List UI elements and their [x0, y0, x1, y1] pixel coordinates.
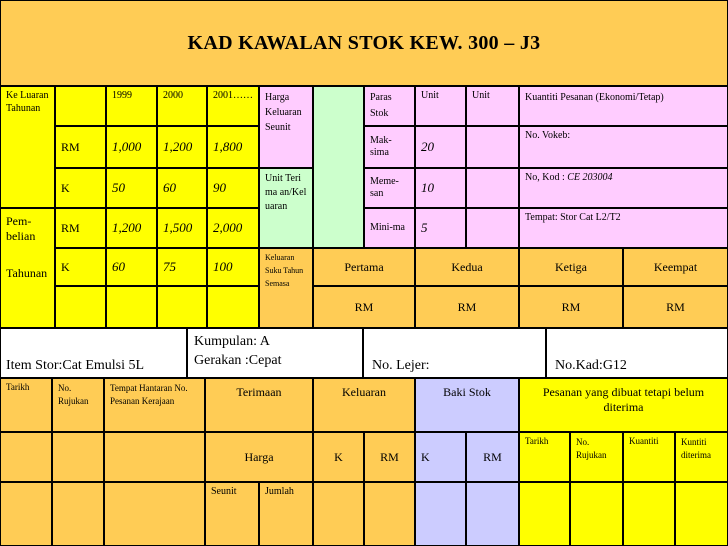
blank-cell — [466, 126, 519, 168]
page-title — [0, 0, 728, 86]
keluar-k-2000: 60 — [157, 168, 207, 208]
beli-k-label: K — [55, 248, 106, 286]
keluar-k-label: K — [55, 168, 106, 208]
blank-cell — [415, 482, 466, 546]
beli-rm-2001: 2,000 — [207, 208, 259, 248]
paras-maksima-value: 20 — [415, 126, 466, 168]
quarter-pertama: Pertama — [313, 248, 415, 286]
ke-luar-label: Ke Luaran Tahunan — [0, 86, 55, 208]
keluar-k-1999: 50 — [106, 168, 157, 208]
no-kad: No.Kad:G12 — [555, 357, 627, 373]
blank-cell — [207, 286, 259, 328]
blank-cell — [104, 482, 205, 546]
blank-cell — [570, 482, 623, 546]
blank-cell — [0, 432, 52, 482]
keluaran-suku-label: Keluaran Suku Tahun Semasa — [259, 248, 313, 328]
ledger-harga: Harga — [205, 432, 313, 482]
quarter-ketiga: Ketiga — [519, 248, 623, 286]
tempat: Tempat: Stor Cat L2/T2 — [519, 208, 728, 248]
ledger-p-kuntiti-diterima: Kuntiti diterima — [675, 432, 728, 482]
paras-blank — [313, 86, 364, 248]
beli-k-2001: 100 — [207, 248, 259, 286]
blank-cell — [466, 482, 519, 546]
ledger-p-kuantiti: Kuantiti — [623, 432, 675, 482]
no-lejer: No. Lejer: — [372, 357, 430, 373]
kuantiti-pesanan: Kuantiti Pesanan (Ekonomi/Tetap) — [519, 86, 728, 126]
ledger-tempat-hantaran: Tempat Hantaran No. Pesanan Kerajaan — [104, 378, 205, 432]
ledger-jumlah: Jumlah — [259, 482, 313, 546]
quarter-rm-4: RM — [623, 286, 728, 328]
blank-cell — [675, 482, 728, 546]
item-stor-cell — [0, 328, 187, 378]
blank-cell — [519, 482, 570, 546]
no-lejer-cell — [363, 328, 546, 378]
keluar-k-2001: 90 — [207, 168, 259, 208]
no-kod: No, Kod : CE 203004 — [519, 168, 728, 208]
no-kad-cell — [546, 328, 728, 378]
ledger-baki-rm: RM — [466, 432, 519, 482]
blank-cell — [466, 168, 519, 208]
ledger-seunit: Seunit — [205, 482, 259, 546]
kumpulan-gerakan-cell — [187, 328, 363, 378]
unit-terima-label: Unit Terima an/Keluaran — [259, 168, 313, 248]
ledger-p-tarikh: Tarikh — [519, 432, 570, 482]
year-2000: 2000 — [157, 86, 207, 126]
blank-cell — [466, 208, 519, 248]
blank-cell — [55, 286, 106, 328]
keluar-rm-2000: 1,200 — [157, 126, 207, 168]
ledger-pesanan: Pesanan yang dibuat tetapi belum diterima — [519, 378, 728, 432]
ledger-no-rujukan: No. Rujukan — [52, 378, 104, 432]
no-kod-value: CE 203004 — [567, 172, 613, 183]
keluar-rm-label: RM — [55, 126, 106, 168]
quarter-rm-1: RM — [313, 286, 415, 328]
ledger-keluaran-rm: RM — [364, 432, 415, 482]
blank-cell — [106, 286, 157, 328]
beli-k-2000: 75 — [157, 248, 207, 286]
title-text: KAD KAWALAN STOK KEW. 300 – J3 — [187, 31, 541, 54]
blank-cell — [104, 432, 205, 482]
quarter-keempat: Keempat — [623, 248, 728, 286]
beli-rm-2000: 1,500 — [157, 208, 207, 248]
blank-cell — [0, 482, 52, 546]
pembelian-label: Pem-belian Tahunan — [0, 208, 55, 328]
blank-cell — [313, 482, 364, 546]
paras-memesan-label: Meme-san — [364, 168, 415, 208]
item-stor: Item Stor:Cat Emulsi 5L — [6, 357, 145, 373]
kumpulan: Kumpulan: A — [194, 334, 270, 349]
no-vokeb: No. Vokeb: — [519, 126, 728, 168]
ledger-baki-stok: Baki Stok — [415, 378, 519, 432]
ledger-baki-k: K — [415, 432, 466, 482]
paras-stok-header: Paras Stok — [364, 86, 415, 126]
ledger-terimaan: Terimaan — [205, 378, 313, 432]
blank-cell — [52, 432, 104, 482]
year-1999: 1999 — [106, 86, 157, 126]
paras-minima-value: 5 — [415, 208, 466, 248]
ledger-keluaran: Keluaran — [313, 378, 415, 432]
ledger-tarikh: Tarikh — [0, 378, 52, 432]
ledger-keluaran-k: K — [313, 432, 364, 482]
blank-cell — [623, 482, 675, 546]
beli-rm-1999: 1,200 — [106, 208, 157, 248]
year-2001: 2001…… — [207, 86, 259, 126]
quarter-rm-3: RM — [519, 286, 623, 328]
quarter-kedua: Kedua — [415, 248, 519, 286]
unit-header-2: Unit — [466, 86, 519, 126]
blank-cell — [157, 286, 207, 328]
paras-minima-label: Mini-ma — [364, 208, 415, 248]
keluar-rm-1999: 1,000 — [106, 126, 157, 168]
corner-blank — [55, 86, 106, 126]
beli-k-1999: 60 — [106, 248, 157, 286]
quarter-rm-2: RM — [415, 286, 519, 328]
paras-memesan-value: 10 — [415, 168, 466, 208]
blank-cell — [364, 482, 415, 546]
unit-header-1: Unit — [415, 86, 466, 126]
paras-maksima-label: Mak-sima — [364, 126, 415, 168]
blank-cell — [52, 482, 104, 546]
ledger-p-no-rujukan: No. Rujukan — [570, 432, 623, 482]
harga-keluar-label: Harga Keluaran Seunit — [259, 86, 313, 168]
gerakan: Gerakan :Cepat — [194, 352, 282, 368]
beli-rm-label: RM — [55, 208, 106, 248]
keluar-rm-2001: 1,800 — [207, 126, 259, 168]
